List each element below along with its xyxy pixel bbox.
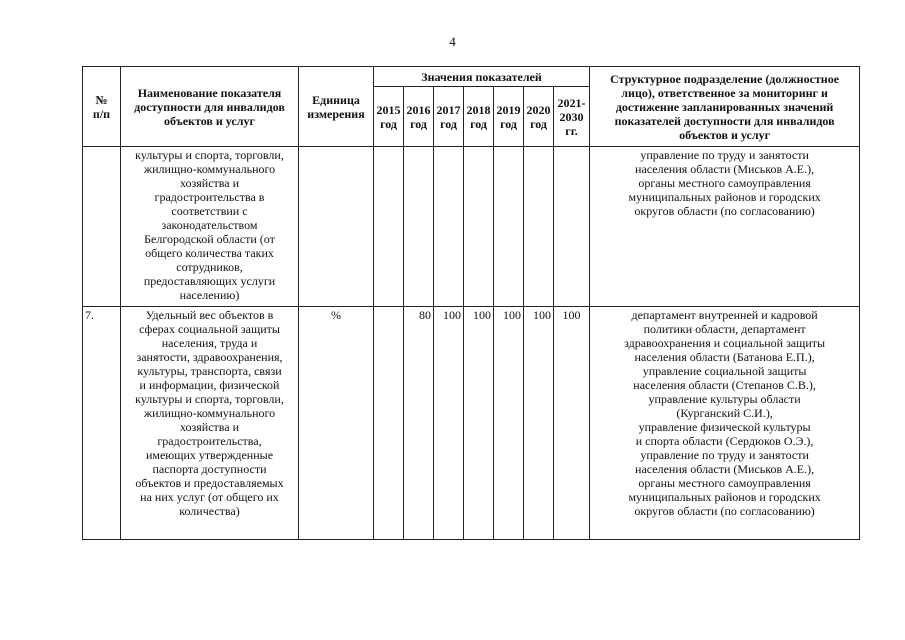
header-year-2019: 2019 год [494, 87, 524, 147]
header-year-2017: 2017 год [434, 87, 464, 147]
header-unit: Единица измерения [299, 67, 374, 147]
cell-num: 7. [83, 307, 121, 540]
cell-value-2016 [404, 147, 434, 307]
header-num: № п/п [83, 67, 121, 147]
cell-value-2017 [434, 147, 464, 307]
cell-value-2015 [374, 307, 404, 540]
cell-name: культуры и спорта, торговли, жилищно-коммунального хозяйства и градостроительства в соответствии с законодательством Белгородской области (от общего количества таких сотрудников, предоставляющих услуги населению) [121, 147, 299, 307]
header-values-group: Значения показателей [374, 67, 590, 87]
cell-name: Удельный вес объектов в сферах социальной защиты населения, труда и занятости, здравоохранения, культуры, транспорта, связи и информации, физической культуры и спорта, торговли, жилищно-коммунального хозяйства и градостроительства, имеющих утвержденные паспорта доступности объектов и предоставляемых на них услуг (от общего их количества) [121, 307, 299, 540]
header-year-2016: 2016 год [404, 87, 434, 147]
header-row-1 [83, 67, 860, 87]
cell-value-2019: 100 [494, 307, 524, 540]
cell-value-2021-2030: 100 [554, 307, 590, 540]
cell-value-2017: 100 [434, 307, 464, 540]
header-year-2018: 2018 год [464, 87, 494, 147]
cell-value-2020: 100 [524, 307, 554, 540]
cell-responsible: департамент внутренней и кадровой политики области, департамент здравоохранения и социальной защиты населения области (Батанова Е.П.), управление социальной защиты населения области (Степанов С.В.), управление культуры области (Курганский С.И.), управление физической культуры и спорта области (Сердюков О.Э.), управление по труду и занятости населения области (Миськов А.Е.), органы местного самоуправления муниципальных районов и городских округов области (по согласованию) [590, 307, 860, 540]
cell-value-2015 [374, 147, 404, 307]
page-number: 4 [449, 34, 456, 49]
cell-value-2020 [524, 147, 554, 307]
table-row-7 [83, 307, 860, 540]
cell-unit [299, 147, 374, 307]
header-year-2015: 2015 год [374, 87, 404, 147]
cell-value-2018: 100 [464, 307, 494, 540]
header-year-2021-2030: 2021- 2030 гг. [554, 87, 590, 147]
header-name: Наименование показателя доступности для инвалидов объектов и услуг [121, 67, 299, 147]
cell-value-2019 [494, 147, 524, 307]
cell-value-2018 [464, 147, 494, 307]
header-responsible: Структурное подразделение (должностное лицо), ответственное за мониторинг и достижение запланированных значений показателей доступности для инвалидов объектов и услуг [590, 67, 860, 147]
table-row-continued [83, 147, 860, 307]
cell-value-2016: 80 [404, 307, 434, 540]
header-year-2020: 2020 год [524, 87, 554, 147]
cell-responsible: управление по труду и занятости населения области (Миськов А.Е.), органы местного самоуправления муниципальных районов и городских округов области (по согласованию) [590, 147, 860, 307]
indicators-table [82, 66, 860, 540]
cell-unit: % [299, 307, 374, 540]
cell-value-2021-2030 [554, 147, 590, 307]
cell-num [83, 147, 121, 307]
